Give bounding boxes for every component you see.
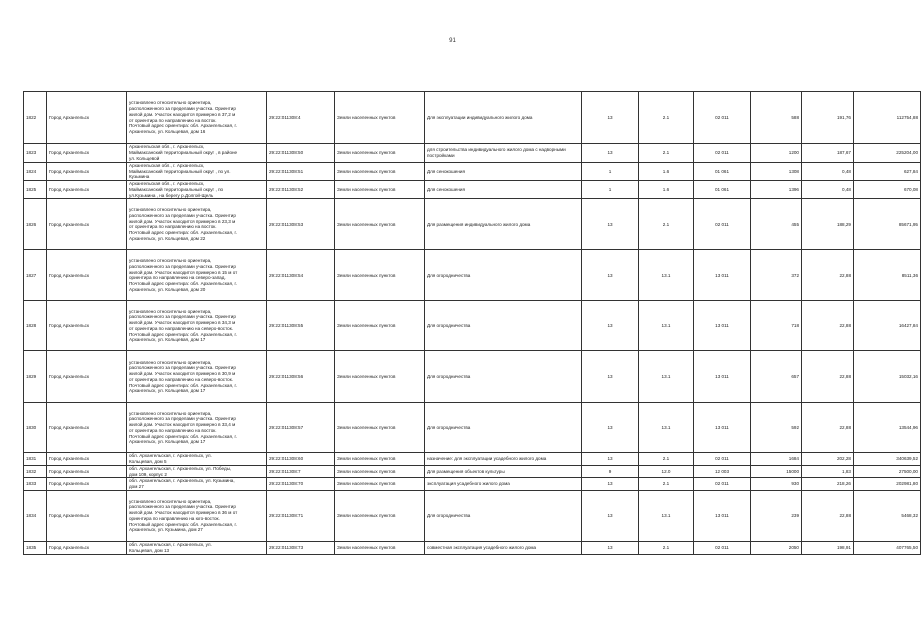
cadastral-value-cell: 8511,36	[854, 250, 921, 301]
cadastral-value-cell: 202981,80	[854, 478, 921, 490]
cadastral-number-cell: 29:22:011308:56	[267, 351, 335, 403]
address-cell: установлено относительно ориентира, расположенного за пределами участка. Ориентир жилой дом. Участок находится примерно в 33,4 м от ориентира по направлению на восток. Почтовый адрес ориентира: обл. Архангельская, г. Архангельск, ул. Кольцевая, дом 17	[127, 403, 267, 453]
specific-value-cell: 202,28	[802, 453, 854, 465]
group-code-cell: 1	[582, 163, 639, 181]
row-number-cell: 1827	[24, 250, 47, 301]
table-row	[24, 181, 921, 199]
table-row	[24, 403, 921, 453]
group-code-cell: 13	[582, 301, 639, 351]
land-category-cell: Земли населенных пунктов	[335, 199, 425, 250]
cadastral-value-cell: 15032,16	[854, 351, 921, 403]
table-row	[24, 465, 921, 477]
permitted-use-cell: эксплуатация усадебного жилого дома	[425, 478, 582, 490]
land-category-cell: Земли населенных пунктов	[335, 163, 425, 181]
subgroup-code-cell: 12.0	[639, 465, 694, 477]
cadastral-number-cell: 29:22:011308:60	[267, 453, 335, 465]
subgroup-code-cell: 2.1	[639, 478, 694, 490]
row-number-cell: 1832	[24, 465, 47, 477]
row-number-cell: 1831	[24, 453, 47, 465]
subgroup-code-cell: 13.1	[639, 351, 694, 403]
land-category-cell: Земли населенных пунктов	[335, 301, 425, 351]
group-code-cell: 13	[582, 453, 639, 465]
cadastral-number-cell: 29:22:011308:7	[267, 465, 335, 477]
area-cell: 930	[751, 478, 802, 490]
subgroup-code-cell: 13.1	[639, 403, 694, 453]
group-code-cell: 13	[582, 199, 639, 250]
land-category-cell: Земли населенных пунктов	[335, 351, 425, 403]
city-cell: Город Архангельск	[47, 163, 127, 181]
row-number-cell: 1823	[24, 144, 47, 163]
permitted-use-cell: Для огородничества	[425, 250, 582, 301]
cadastral-value-cell: 112754,88	[854, 92, 921, 144]
land-category-cell: Земли населенных пунктов	[335, 453, 425, 465]
row-number-cell: 1822	[24, 92, 47, 144]
permitted-use-cell: Для огородничества	[425, 301, 582, 351]
address-cell: обл. Архангельская, г. Архангельск, ул. Победы, дом 109, корпус 2	[127, 465, 267, 477]
use-code-cell: 13 011	[694, 351, 751, 403]
specific-value-cell: 187,67	[802, 144, 854, 163]
specific-value-cell: 198,91	[802, 541, 854, 554]
cadastral-number-cell: 29:22:011308:70	[267, 478, 335, 490]
area-cell: 1396	[751, 181, 802, 199]
land-category-cell: Земли населенных пунктов	[335, 465, 425, 477]
row-number-cell: 1824	[24, 163, 47, 181]
table-row	[24, 144, 921, 163]
specific-value-cell: 218,26	[802, 478, 854, 490]
row-number-cell: 1825	[24, 181, 47, 199]
table-row	[24, 92, 921, 144]
permitted-use-cell: Для размещения объектов культуры	[425, 465, 582, 477]
group-code-cell: 1	[582, 181, 639, 199]
row-number-cell: 1828	[24, 301, 47, 351]
address-cell: Архангельская обл., г. Архангельск, Маймаксанский территориальный округ , в районе ул. Кольцевой	[127, 144, 267, 163]
city-cell: Город Архангельск	[47, 453, 127, 465]
subgroup-code-cell: 13.1	[639, 301, 694, 351]
cadastral-number-cell: 29:22:011308:54	[267, 250, 335, 301]
permitted-use-cell: Для размещения индивидуального жилого дома	[425, 199, 582, 250]
area-cell: 15000	[751, 465, 802, 477]
subgroup-code-cell: 2.1	[639, 92, 694, 144]
address-cell: установлено относительно ориентира, расположенного за пределами участка. Ориентир жилой дом. Участок находится примерно в 34,3 м от ориентира по направлению на северо-восток. Почтовый адрес ориентира: обл. Архангельская, г. Архангельск, ул. Кольцевая, дом 17	[127, 301, 267, 351]
permitted-use-cell: совместная эксплуатация усадебного жилого дома	[425, 541, 582, 554]
permitted-use-cell: Для огородничества	[425, 351, 582, 403]
permitted-use-cell: Для сенокошения	[425, 181, 582, 199]
specific-value-cell: 22,88	[802, 301, 854, 351]
address-cell: Архангельская обл., г. Архангельск, Маймаксанский территориальный округ , по ул.Кузьмина , на берегу р.Долгой-Щель	[127, 181, 267, 199]
cadastral-number-cell: 29:22:011308:57	[267, 403, 335, 453]
specific-value-cell: 188,29	[802, 199, 854, 250]
table-row	[24, 301, 921, 351]
land-category-cell: Земли населенных пунктов	[335, 144, 425, 163]
group-code-cell: 13	[582, 92, 639, 144]
use-code-cell: 02 011	[694, 478, 751, 490]
specific-value-cell: 1,83	[802, 465, 854, 477]
cadastral-value-cell: 5468,32	[854, 490, 921, 541]
table-row	[24, 541, 921, 554]
city-cell: Город Архангельск	[47, 199, 127, 250]
area-cell: 1684	[751, 453, 802, 465]
cadastral-number-cell: 29:22:011308:53	[267, 199, 335, 250]
group-code-cell: 13	[582, 351, 639, 403]
address-cell: установлено относительно ориентира, расположенного за пределами участка. Ориентир жилой дом. Участок находится примерно в 36 м от ориентира по направлению на юго-восток. Почтовый адрес ориентира: обл. Архангельская, г. Архангельск, ул. Кузьмина, дом 27	[127, 490, 267, 541]
city-cell: Город Архангельск	[47, 541, 127, 554]
cadastral-value-cell: 85671,95	[854, 199, 921, 250]
cadastral-value-cell: 407765,50	[854, 541, 921, 554]
land-category-cell: Земли населенных пунктов	[335, 541, 425, 554]
table-row	[24, 351, 921, 403]
permitted-use-cell: Для огородничества	[425, 490, 582, 541]
subgroup-code-cell: 2.1	[639, 453, 694, 465]
city-cell: Город Архангельск	[47, 351, 127, 403]
area-cell: 2050	[751, 541, 802, 554]
area-cell: 455	[751, 199, 802, 250]
table-row	[24, 163, 921, 181]
address-cell: Архангельская обл., г. Архангельск, Маймаксанский территориальный округ , по ул. Кузьмина	[127, 163, 267, 181]
city-cell: Город Архангельск	[47, 92, 127, 144]
address-cell: установлено относительно ориентира, расположенного за пределами участка. Ориентир жилой дом. Участок находится примерно в 37,2 м от ориентира по направлению на восток. Почтовый адрес ориентира: обл. Архангельская, г. Архангельск, ул. Кольцевая, дом 16	[127, 92, 267, 144]
use-code-cell: 02 011	[694, 199, 751, 250]
address-cell: установлено относительно ориентира, расположенного за пределами участка. Ориентир жилой дом. Участок находится примерно в 23,3 м от ориентира по направлению на восток. Почтовый адрес ориентира: обл. Архангельская, г. Архангельск, ул. Кольцевая, дом 22	[127, 199, 267, 250]
cadastral-value-cell: 670,08	[854, 181, 921, 199]
city-cell: Город Архангельск	[47, 181, 127, 199]
subgroup-code-cell: 1.6	[639, 181, 694, 199]
land-category-cell: Земли населенных пунктов	[335, 250, 425, 301]
area-cell: 588	[751, 92, 802, 144]
use-code-cell: 02 011	[694, 541, 751, 554]
specific-value-cell: 191,76	[802, 92, 854, 144]
group-code-cell: 13	[582, 478, 639, 490]
address-cell: обл. Архангельская, г. Архангельск, ул. Кольцевая, дом 5	[127, 453, 267, 465]
use-code-cell: 02 011	[694, 92, 751, 144]
group-code-cell: 13	[582, 250, 639, 301]
area-cell: 239	[751, 490, 802, 541]
row-number-cell: 1830	[24, 403, 47, 453]
cadastral-number-cell: 29:22:011308:51	[267, 163, 335, 181]
cadastral-value-cell: 340639,52	[854, 453, 921, 465]
use-code-cell: 13 011	[694, 301, 751, 351]
use-code-cell: 02 011	[694, 453, 751, 465]
cadastral-value-cell: 627,84	[854, 163, 921, 181]
cadastral-number-cell: 29:22:011308:71	[267, 490, 335, 541]
use-code-cell: 12 003	[694, 465, 751, 477]
row-number-cell: 1833	[24, 478, 47, 490]
permitted-use-cell: Для огородничества	[425, 403, 582, 453]
subgroup-code-cell: 2.1	[639, 199, 694, 250]
group-code-cell: 13	[582, 490, 639, 541]
table-row	[24, 199, 921, 250]
city-cell: Город Архангельск	[47, 144, 127, 163]
city-cell: Город Архангельск	[47, 403, 127, 453]
permitted-use-cell: Для сенокошения	[425, 163, 582, 181]
cadastral-value-cell: 225204,00	[854, 144, 921, 163]
specific-value-cell: 22,88	[802, 351, 854, 403]
group-code-cell: 13	[582, 541, 639, 554]
table-row	[24, 490, 921, 541]
area-cell: 592	[751, 403, 802, 453]
subgroup-code-cell: 1.6	[639, 163, 694, 181]
row-number-cell: 1826	[24, 199, 47, 250]
specific-value-cell: 22,88	[802, 490, 854, 541]
specific-value-cell: 22,88	[802, 403, 854, 453]
land-registry-table	[23, 91, 921, 555]
table-row	[24, 453, 921, 465]
subgroup-code-cell: 2.1	[639, 541, 694, 554]
permitted-use-cell: назначение: для эксплуатации усадебного жилого дома	[425, 453, 582, 465]
group-code-cell: 9	[582, 465, 639, 477]
permitted-use-cell: для строительства индивидуального жилого дома с надворными постройками	[425, 144, 582, 163]
row-number-cell: 1829	[24, 351, 47, 403]
area-cell: 657	[751, 351, 802, 403]
specific-value-cell: 0,48	[802, 181, 854, 199]
page-number: 91	[449, 38, 456, 44]
cadastral-number-cell: 29:22:011308:4	[267, 92, 335, 144]
group-code-cell: 13	[582, 144, 639, 163]
city-cell: Город Архангельск	[47, 490, 127, 541]
table-row	[24, 250, 921, 301]
area-cell: 718	[751, 301, 802, 351]
subgroup-code-cell: 13.1	[639, 250, 694, 301]
cadastral-value-cell: 13544,96	[854, 403, 921, 453]
cadastral-number-cell: 29:22:011308:55	[267, 301, 335, 351]
address-cell: обл. Архангельская, г. Архангельск, ул. Кольцевая, дом 13	[127, 541, 267, 554]
area-cell: 372	[751, 250, 802, 301]
city-cell: Город Архангельск	[47, 478, 127, 490]
subgroup-code-cell: 2.1	[639, 144, 694, 163]
use-code-cell: 01 061	[694, 163, 751, 181]
cadastral-number-cell: 29:22:011308:73	[267, 541, 335, 554]
land-category-cell: Земли населенных пунктов	[335, 181, 425, 199]
table-row	[24, 478, 921, 490]
cadastral-number-cell: 29:22:011308:50	[267, 144, 335, 163]
row-number-cell: 1834	[24, 490, 47, 541]
row-number-cell: 1835	[24, 541, 47, 554]
area-cell: 1200	[751, 144, 802, 163]
cadastral-value-cell: 16427,84	[854, 301, 921, 351]
use-code-cell: 13 011	[694, 250, 751, 301]
land-category-cell: Земли населенных пунктов	[335, 403, 425, 453]
cadastral-value-cell: 27500,00	[854, 465, 921, 477]
use-code-cell: 13 011	[694, 403, 751, 453]
use-code-cell: 13 011	[694, 490, 751, 541]
city-cell: Город Архангельск	[47, 301, 127, 351]
cadastral-number-cell: 29:22:011308:52	[267, 181, 335, 199]
land-category-cell: Земли населенных пунктов	[335, 490, 425, 541]
use-code-cell: 02 011	[694, 144, 751, 163]
table-body	[24, 92, 921, 555]
land-category-cell: Земли населенных пунктов	[335, 478, 425, 490]
specific-value-cell: 0,48	[802, 163, 854, 181]
area-cell: 1308	[751, 163, 802, 181]
city-cell: Город Архангельск	[47, 465, 127, 477]
specific-value-cell: 22,88	[802, 250, 854, 301]
group-code-cell: 13	[582, 403, 639, 453]
permitted-use-cell: Для эксплуатации индивидуального жилого дома	[425, 92, 582, 144]
city-cell: Город Архангельск	[47, 250, 127, 301]
use-code-cell: 01 061	[694, 181, 751, 199]
address-cell: обл. Архангельская, г. Архангельск, ул. Кузьмина, дом 27	[127, 478, 267, 490]
address-cell: установлено относительно ориентира, расположенного за пределами участка. Ориентир жилой дом. Участок находится примерно в 30,9 м от ориентира по направлению на северо-восток. Почтовый адрес ориентира: обл. Архангельская, г. Архангельск, ул. Кольцевая, дом 17	[127, 351, 267, 403]
address-cell: установлено относительно ориентира, расположенного за пределами участка. Ориентир жилой дом. Участок находится примерно в 15 м от ориентира по направлению на северо-запад. Почтовый адрес ориентира: обл. Архангельская, г. Архангельск, ул. Кольцевая, дом 20	[127, 250, 267, 301]
subgroup-code-cell: 13.1	[639, 490, 694, 541]
land-category-cell: Земли населенных пунктов	[335, 92, 425, 144]
